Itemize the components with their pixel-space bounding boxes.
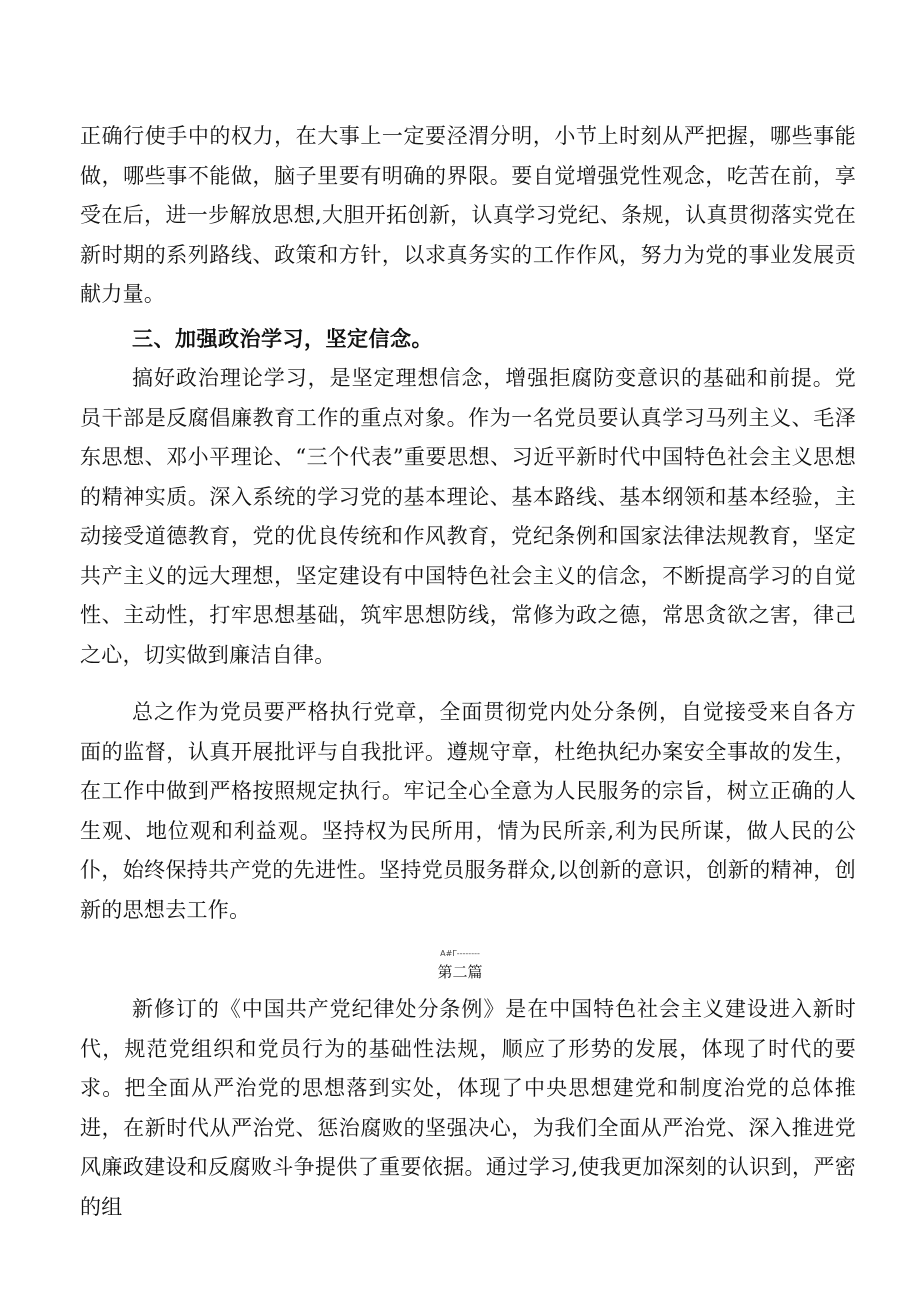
body-paragraph-4: 新修订的《中国共产党纪律处分条例》是在中国特色社会主义建设进入新时代，规范党组织和党员行为的基础性法规，顺应了形势的发展，体现了时代的要求。把全面从严治党的思想落到实处，体现了中央思想建党和制度治党的总体推进，在新时代从严治党、惩治腐败的坚强决心，为我们全面从严治党、深入推进党风廉政建设和反腐败斗争提供了重要依据。通过学习,使我更加深刻的认识到，严密的组 [80, 997, 856, 1219]
section-heading-3: 三、加强政治学习，坚定信念。 [132, 327, 433, 351]
section-divider-mark: A#Γ-------- [440, 949, 480, 958]
body-paragraph-1: 正确行使手中的权力，在大事上一定要泾渭分明，小节上时刻从严把握，哪些事能做，哪些事不能做，脑子里要有明确的界限。要自觉增强党性观念，吃苦在前，享受在后，进一步解放思想,大胆开拓创新，认真学习党纪、条规，认真贯彻落实党在新时期的系列路线、政策和方针，以求真务实的工作作风，努力为党的事业发展贡献力量。 [80, 124, 856, 306]
body-paragraph-3: 总之作为党员要严格执行党章，全面贯彻党内处分条例，自觉接受来自各方面的监督，认真开展批评与自我批评。遵规守章，杜绝执纪办案安全事故的发生，在工作中做到严格按照规定执行。牢记全心全意为人民服务的宗旨，树立正确的人生观、地位观和利益观。坚持权为民所用，情为民所亲,利为民所谋，做人民的公仆，始终保持共产党的先进性。坚持党员服务群众,以创新的意识，创新的精神，创新的思想去工作。 [80, 700, 856, 922]
section-title: 第二篇 [437, 963, 483, 981]
body-paragraph-2: 搞好政治理论学习，是坚定理想信念，增强拒腐防变意识的基础和前提。党员干部是反腐倡廉教育工作的重点对象。作为一名党员要认真学习马列主义、毛泽东思想、邓小平理论、“三个代表”重要思想、习近平新时代中国特色社会主义思想的精神实质。深入系统的学习党的基本理论、基本路线、基本纲领和基本经验，主动接受道德教育，党的优良传统和作风教育，党纪条例和国家法律法规教育，坚定共产主义的远大理想，坚定建设有中国特色社会主义的信念，不断提高学习的自觉性、主动性，打牢思想基础，筑牢思想防线，常修为政之德，常思贪欲之害，律己之心，切实做到廉洁自律。 [80, 366, 856, 667]
